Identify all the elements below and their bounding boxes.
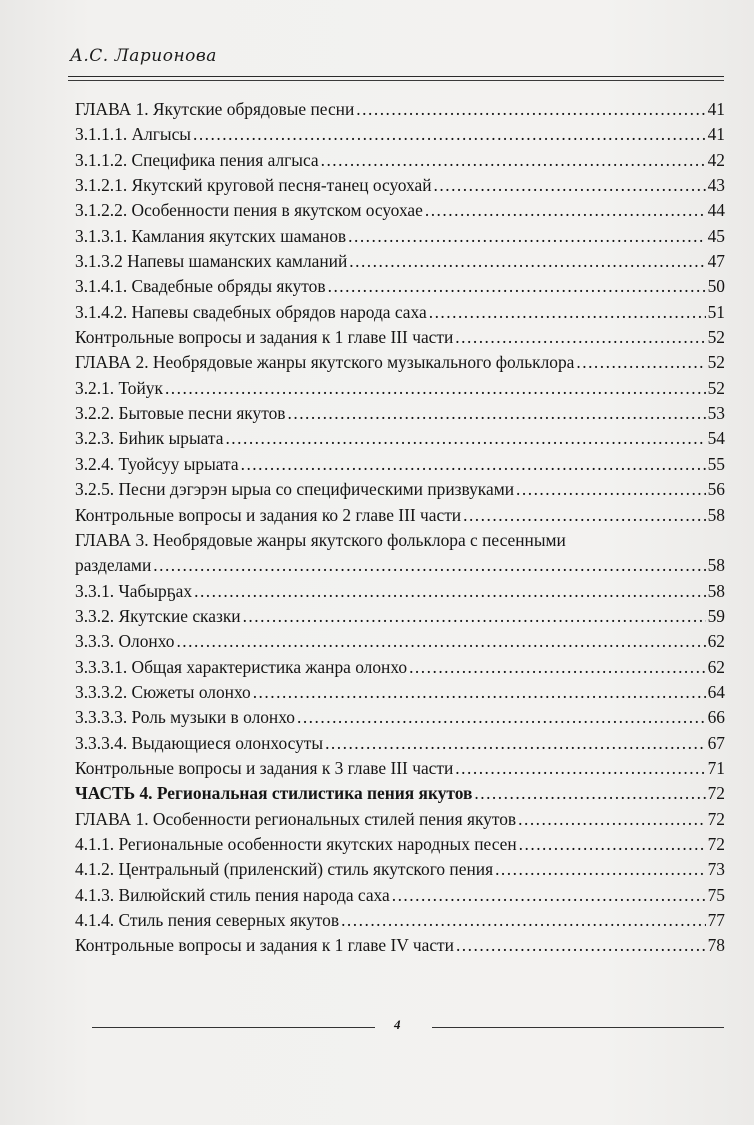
header-rule-double bbox=[68, 80, 724, 81]
toc-entry bbox=[75, 122, 725, 147]
toc-leader-dots bbox=[429, 300, 706, 325]
toc-entry-page: 54 bbox=[707, 428, 725, 449]
toc-entry-title: 3.1.3.1. Камлания якутских шаманов bbox=[75, 225, 347, 246]
toc-leader-dots bbox=[576, 350, 705, 375]
toc-entry-title: 3.2.2. Бытовые песни якутов bbox=[75, 403, 286, 424]
toc-entry bbox=[75, 933, 725, 958]
toc-entry-page: 78 bbox=[707, 935, 725, 956]
toc-leader-dots bbox=[349, 249, 705, 274]
toc-entry-page: 77 bbox=[707, 910, 725, 930]
toc-entry bbox=[75, 604, 725, 629]
toc-leader-dots bbox=[516, 477, 706, 502]
toc-entry bbox=[75, 680, 725, 705]
toc-entry bbox=[75, 655, 725, 680]
toc-entry bbox=[75, 832, 725, 857]
toc-entry bbox=[75, 350, 725, 375]
toc-entry-page: 56 bbox=[707, 479, 725, 500]
toc-entry-title: 3.2.4. Туойсуу ырыата bbox=[75, 453, 239, 474]
toc-entry-page: 58 bbox=[707, 580, 725, 601]
toc-entry-title: ГЛАВА 1. Особенности региональных стилей пения якутов bbox=[75, 808, 517, 829]
toc-entry bbox=[75, 883, 725, 908]
toc-entry bbox=[75, 300, 725, 325]
toc-entry-title: Контрольные вопросы и задания к 1 главе IV части bbox=[75, 935, 454, 956]
toc-entry-page: 58 bbox=[707, 504, 725, 525]
toc-entry bbox=[75, 857, 725, 882]
toc-leader-dots bbox=[348, 224, 705, 249]
toc-leader-dots bbox=[243, 604, 706, 629]
toc-entry bbox=[75, 756, 725, 781]
toc-entry bbox=[75, 198, 725, 223]
toc-entry-page: 55 bbox=[707, 453, 725, 474]
toc-entry-page: 72 bbox=[707, 833, 725, 854]
toc-entry-page: 45 bbox=[707, 225, 725, 246]
toc-entry-title: ГЛАВА 2. Необрядовые жанры якутского музыкального фольклора bbox=[75, 352, 575, 373]
toc-leader-dots bbox=[356, 97, 705, 122]
toc-leader-dots bbox=[194, 579, 706, 604]
toc-entry-title: 3.2.3. Биһик ырыата bbox=[75, 428, 224, 449]
toc-leader-dots bbox=[409, 655, 706, 680]
footer-rule-left bbox=[92, 1027, 375, 1028]
toc-entry-part-heading bbox=[75, 781, 725, 806]
toc-leader-dots bbox=[425, 198, 706, 223]
toc-entry bbox=[75, 173, 725, 198]
toc-entry bbox=[75, 477, 725, 502]
toc-entry bbox=[75, 452, 725, 477]
toc-entry-page: 59 bbox=[707, 605, 725, 626]
toc-entry-page: 52 bbox=[707, 352, 725, 373]
toc-leader-dots bbox=[434, 173, 706, 198]
toc-entry bbox=[75, 908, 725, 933]
toc-leader-dots bbox=[474, 781, 705, 806]
toc-entry-title: 3.3.3. Олонхо bbox=[75, 631, 175, 652]
toc-entry-title: Контрольные вопросы и задания к 3 главе III части bbox=[75, 757, 454, 778]
toc-entry-title: 3.1.3.2 Напевы шаманских камланий bbox=[75, 251, 348, 272]
toc-entry-page: 58 bbox=[707, 555, 725, 576]
toc-leader-dots bbox=[518, 807, 705, 832]
toc-entry-title: 3.1.2.1. Якутский круговой песня-танец осуохай bbox=[75, 175, 432, 196]
toc-leader-dots bbox=[225, 426, 705, 451]
footer-rule-right bbox=[432, 1027, 724, 1028]
toc-entry bbox=[75, 705, 725, 730]
toc-leader-dots bbox=[495, 857, 706, 882]
toc-entry bbox=[75, 325, 725, 350]
toc-entry-page: 64 bbox=[707, 681, 725, 702]
toc-entry-page: 52 bbox=[707, 377, 725, 398]
toc-entry-title: 3.3.3.3. Роль музыки в олонхо bbox=[75, 707, 295, 728]
toc-entry bbox=[75, 401, 725, 426]
toc-entry-title: 3.2.5. Песни дэгэрэн ырыа со специфическими призвуками bbox=[75, 479, 515, 500]
running-header-author: А.С. Ларионова bbox=[70, 46, 217, 66]
toc-entry-page: 47 bbox=[707, 251, 725, 272]
toc-entry bbox=[75, 426, 725, 451]
toc-entry-first-line bbox=[75, 528, 725, 553]
header-rule bbox=[68, 76, 724, 77]
toc-entry-title: ЧАСТЬ 4. Региональная стилистика пения якутов bbox=[75, 783, 473, 804]
toc-entry-page: 67 bbox=[707, 732, 725, 753]
toc-entry bbox=[75, 97, 725, 122]
toc-entry-title: 4.1.2. Центральный (приленский) стиль якутского пения bbox=[75, 859, 494, 880]
toc-leader-dots bbox=[325, 731, 706, 756]
toc-entry-page: 62 bbox=[707, 656, 725, 677]
toc-entry-page: 41 bbox=[707, 124, 725, 145]
toc-entry bbox=[75, 376, 725, 401]
toc-entry-title: ГЛАВА 1. Якутские обрядовые песни bbox=[75, 99, 355, 119]
toc-entry-title: 3.3.1. Чабырҕах bbox=[75, 580, 193, 601]
toc-leader-dots bbox=[455, 756, 705, 781]
toc-leader-dots bbox=[153, 553, 705, 578]
toc-leader-dots bbox=[193, 122, 706, 147]
toc-entry-page: 50 bbox=[707, 276, 725, 297]
toc-entry bbox=[75, 807, 725, 832]
toc-leader-dots bbox=[455, 325, 705, 350]
toc-entry-title: 4.1.3. Вилюйский стиль пения народа саха bbox=[75, 884, 390, 905]
toc-entry-page: 75 bbox=[707, 884, 725, 905]
toc-entry-page: 51 bbox=[707, 301, 725, 322]
toc-leader-dots bbox=[456, 933, 706, 958]
toc-leader-dots bbox=[341, 908, 706, 933]
toc-entry-title: 3.3.3.4. Выдающиеся олонхосуты bbox=[75, 732, 324, 753]
toc-entry-page: 66 bbox=[707, 707, 725, 728]
toc-entry bbox=[75, 731, 725, 756]
toc-leader-dots bbox=[241, 452, 706, 477]
toc-entry-page: 41 bbox=[707, 99, 725, 119]
toc-entry bbox=[75, 249, 725, 274]
toc-entry bbox=[75, 148, 725, 173]
toc-entry-title: 3.1.4.2. Напевы свадебных обрядов народа саха bbox=[75, 301, 427, 322]
toc-entry-title: 4.1.1. Региональные особенности якутских народных песен bbox=[75, 833, 517, 854]
toc-entry-page: 44 bbox=[707, 200, 725, 221]
toc-entry-page: 71 bbox=[707, 757, 725, 778]
toc-entry-title: 3.3.2. Якутские сказки bbox=[75, 605, 241, 626]
toc-entry-title: 3.3.3.1. Общая характеристика жанра олонхо bbox=[75, 656, 408, 677]
toc-leader-dots bbox=[288, 401, 706, 426]
toc-entry-title: ГЛАВА 3. Необрядовые жанры якутского фольклора с песенными bbox=[75, 529, 566, 550]
toc-leader-dots bbox=[392, 883, 706, 908]
toc-leader-dots bbox=[519, 832, 706, 857]
toc-entry-page: 53 bbox=[707, 403, 725, 424]
toc-leader-dots bbox=[328, 274, 706, 299]
toc-entry-title: 4.1.4. Стиль пения северных якутов bbox=[75, 910, 340, 930]
toc-entry-title: Контрольные вопросы и задания ко 2 главе III части bbox=[75, 504, 462, 525]
toc-entry-title: Контрольные вопросы и задания к 1 главе III части bbox=[75, 327, 454, 348]
toc-entry-title: 3.1.2.2. Особенности пения в якутском осуохае bbox=[75, 200, 423, 221]
page-number: 4 bbox=[394, 1017, 401, 1032]
toc-leader-dots bbox=[253, 680, 706, 705]
toc-entry-title: 3.2.1. Тойук bbox=[75, 377, 163, 398]
toc-entry bbox=[75, 503, 725, 528]
toc-entry-title: 3.1.4.1. Свадебные обряды якутов bbox=[75, 276, 326, 297]
toc-entry-page: 62 bbox=[707, 631, 725, 652]
toc-entry-page: 42 bbox=[707, 149, 725, 170]
toc-entry-page: 52 bbox=[707, 327, 725, 348]
toc-entry-continuation bbox=[75, 553, 725, 578]
toc-leader-dots bbox=[321, 148, 706, 173]
toc-entry-page: 72 bbox=[707, 808, 725, 829]
toc-entry bbox=[75, 274, 725, 299]
toc-leader-dots bbox=[463, 503, 706, 528]
toc-entry-page: 43 bbox=[707, 175, 725, 196]
toc-entry bbox=[75, 579, 725, 604]
toc-entry bbox=[75, 629, 725, 654]
toc-leader-dots bbox=[297, 705, 706, 730]
table-of-contents bbox=[75, 97, 725, 959]
toc-leader-dots bbox=[165, 376, 706, 401]
toc-entry-page: 73 bbox=[707, 859, 725, 880]
toc-entry-title: 3.1.1.2. Специфика пения алгыса bbox=[75, 149, 319, 170]
toc-entry-title: 3.1.1.1. Алгысы bbox=[75, 124, 191, 145]
toc-entry bbox=[75, 224, 725, 249]
toc-entry-title: разделами bbox=[75, 555, 152, 576]
toc-leader-dots bbox=[176, 629, 705, 654]
toc-entry-page: 72 bbox=[707, 783, 725, 804]
toc-entry-title: 3.3.3.2. Сюжеты олонхо bbox=[75, 681, 251, 702]
